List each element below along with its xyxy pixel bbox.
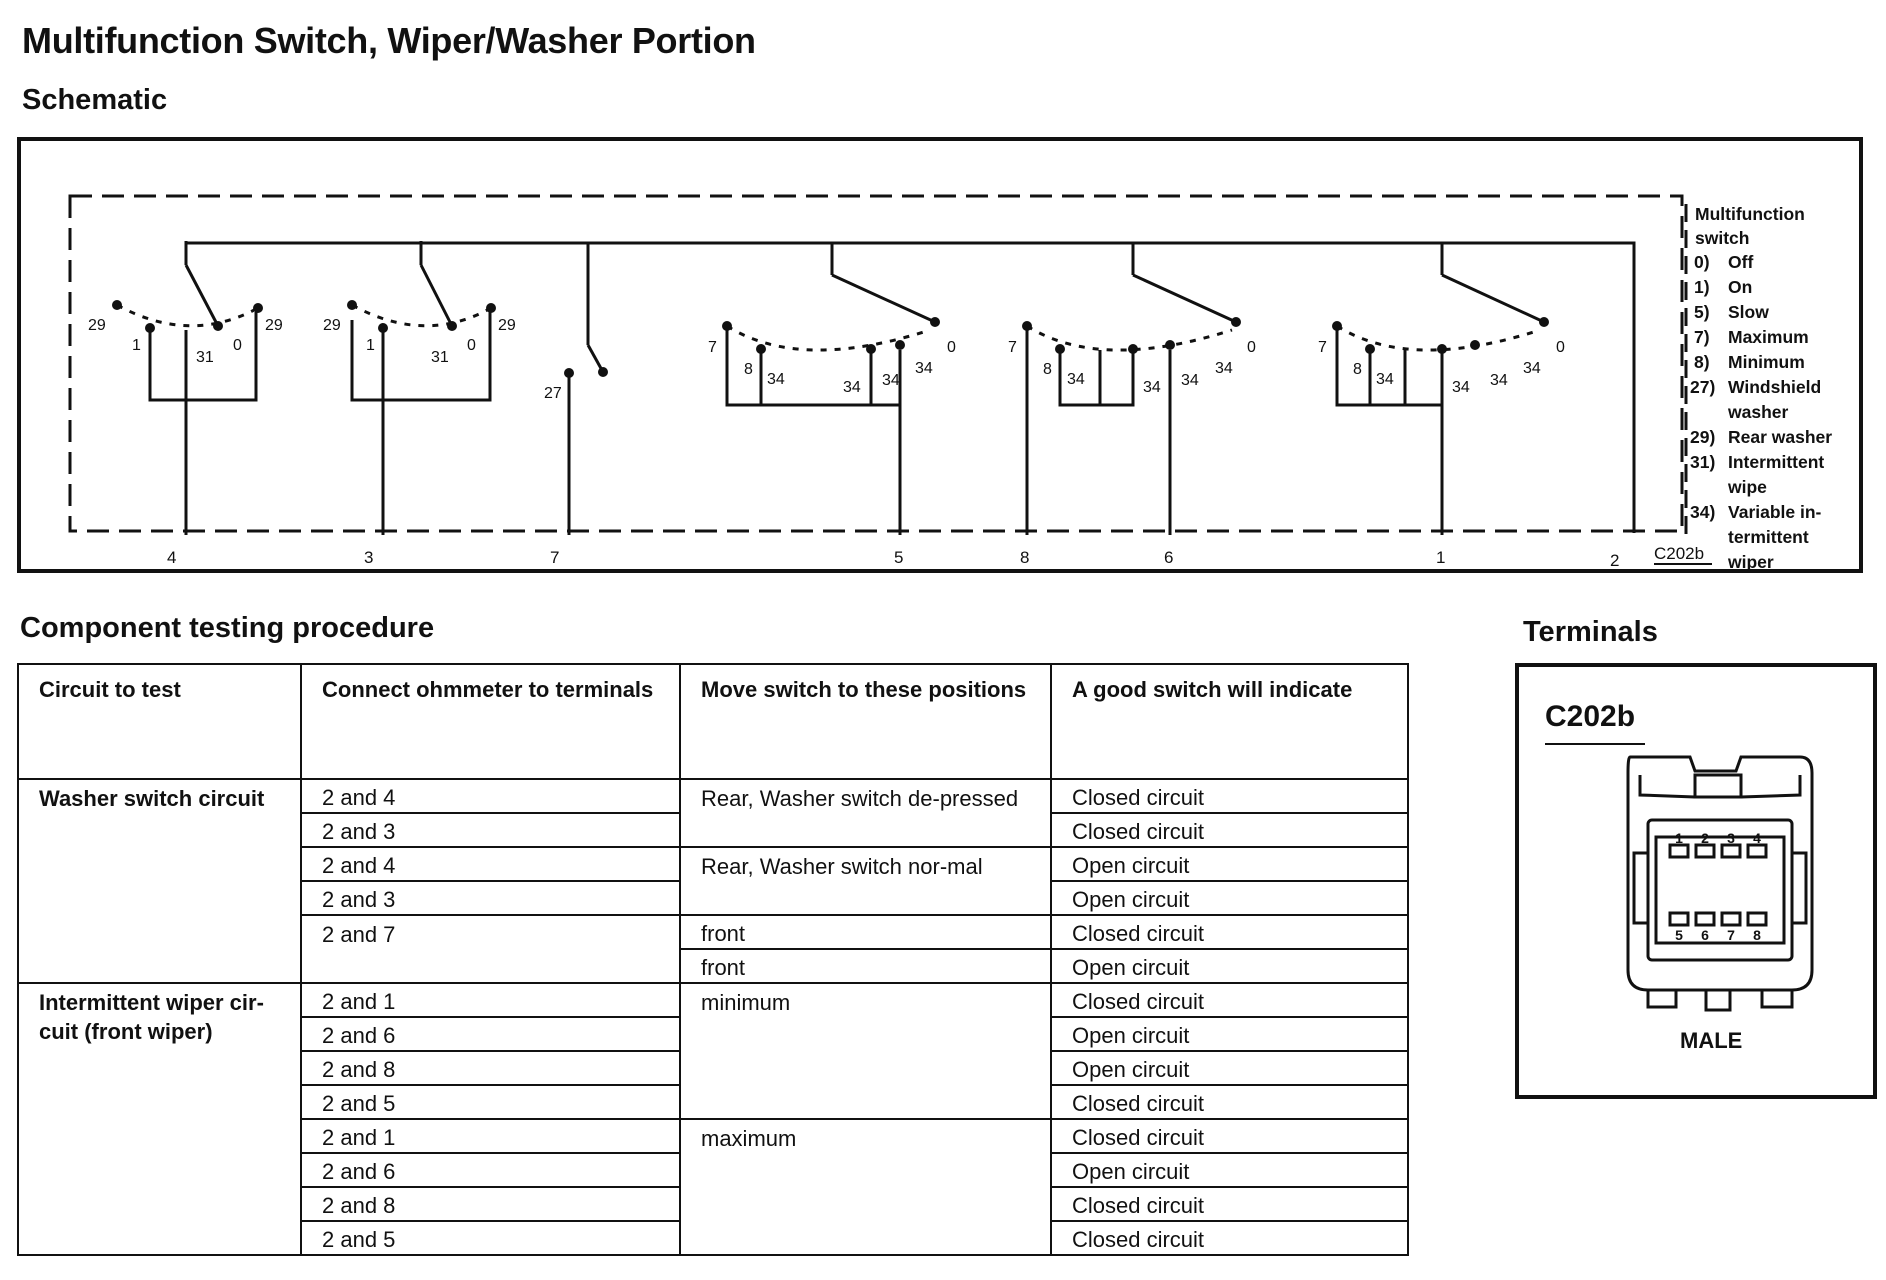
legend-text: Minimum [1728,352,1805,372]
terminal-pair: 2 and 1 [301,983,680,1017]
contact-label: 31 [196,349,214,366]
legend-text: wipe [1728,477,1767,497]
column-header: Move switch to these positions [680,664,1051,779]
expected-result: Closed circuit [1051,983,1408,1017]
contact-label: 8 [744,361,753,378]
variable-group-1 [727,275,935,535]
contact-label: 34 [1067,371,1085,388]
legend-text: Windshield [1728,377,1822,397]
contact-label: 34 [1452,379,1470,396]
expected-result: Open circuit [1051,1153,1408,1187]
legend-text: Off [1728,252,1754,272]
connector-face-diagram [1600,745,1840,1025]
switch-position: maximum [680,1119,1051,1255]
contact-label: 27 [544,385,562,402]
legend-text: Maximum [1728,327,1809,347]
contact-label: 29 [265,317,283,334]
contact-label: 34 [1181,372,1199,389]
expected-result: Closed circuit [1051,1085,1408,1119]
legend-num: 7) [1694,327,1710,347]
terminals-heading: Terminals [1523,616,1658,648]
expected-result: Open circuit [1051,881,1408,915]
pin-number: 1 [1436,548,1446,567]
legend-num: 27) [1690,377,1716,397]
pin-number: 4 [167,548,177,567]
contact-label: 29 [498,317,516,334]
terminal-pair: 2 and 1 [301,1119,680,1153]
legend-num: 5) [1694,302,1710,322]
switch-group-2 [352,265,491,535]
terminal-pair: 2 and 5 [301,1085,680,1119]
cavity-number: 5 [1675,927,1683,943]
contact-label: 31 [431,349,449,366]
contact-label: 34 [1523,360,1541,377]
legend-text: wiper [1728,552,1774,572]
terminal-pair: 2 and 4 [301,847,680,881]
switch-position: minimum [680,983,1051,1119]
switch-position: front [680,915,1051,949]
contact-label: 7 [1318,339,1327,356]
schematic-heading: Schematic [22,84,168,116]
table-header-row [18,664,1408,779]
contact-label: 0 [233,337,242,354]
legend-text: On [1728,277,1753,297]
legend-num: 1) [1694,277,1710,297]
cavity-number: 1 [1675,830,1683,846]
expected-result: Closed circuit [1051,1187,1408,1221]
pin-number: 6 [1164,548,1174,567]
contact-label: 34 [843,379,861,396]
expected-result: Closed circuit [1051,915,1408,949]
switch-enclosure [70,196,1682,531]
cavity-number: 8 [1753,927,1761,943]
cavity-number: 2 [1701,830,1709,846]
common-bus [186,241,1634,533]
pin-number: 5 [894,548,904,567]
terminal-pair: 2 and 3 [301,813,680,847]
page-title: Multifunction Switch, Wiper/Washer Portion [22,20,756,61]
schematic-diagram [0,0,1886,600]
connector-name: C202b [1545,700,1636,733]
circuit-name: Intermittent wiper cir-cuit (front wiper) [18,983,301,1255]
terminal-pair: 2 and 8 [301,1187,680,1221]
legend-num: 29) [1690,427,1716,447]
pin-number: 8 [1020,548,1030,567]
contact-label: 34 [882,372,900,389]
contact-label: 1 [132,337,141,354]
legend-text: Intermittent [1728,452,1825,472]
contact-label: 8 [1043,361,1052,378]
contact-label: 34 [1490,372,1508,389]
procedure-table [17,663,1409,1256]
contact-label: 7 [708,339,717,356]
expected-result: Open circuit [1051,1051,1408,1085]
connector-label: C202b [1654,544,1705,563]
cavity-number: 6 [1701,927,1709,943]
procedure-heading: Component testing procedure [20,612,435,644]
expected-result: Open circuit [1051,1017,1408,1051]
terminal-pair: 2 and 3 [301,881,680,915]
contact-label: 29 [323,317,341,334]
pin-number: 7 [550,548,560,567]
switch-position: Rear, Washer switch nor-mal [680,847,1051,915]
contact-label: 34 [1143,379,1161,396]
contact-label: 0 [467,337,476,354]
switch-position: front [680,949,1051,983]
terminal-pair: 2 and 8 [301,1051,680,1085]
contact-label: 34 [1376,371,1394,388]
legend-text: Slow [1728,302,1769,322]
terminal-pair: 2 and 6 [301,1017,680,1051]
legend-num: 8) [1694,352,1710,372]
legend-text: washer [1728,402,1789,422]
variable-group-3 [1337,275,1544,535]
switch-position: Rear, Washer switch de-pressed [680,779,1051,847]
cavity-number: 4 [1753,830,1761,846]
expected-result: Closed circuit [1051,1221,1408,1255]
contact-label: 8 [1353,361,1362,378]
column-header: Circuit to test [18,664,301,779]
contact-label: 34 [915,360,933,377]
schematic-legend [1690,204,1832,572]
expected-result: Closed circuit [1051,779,1408,813]
contact-label: 34 [767,371,785,388]
column-header: Connect ohmmeter to terminals [301,664,680,779]
contact-label: 1 [366,337,375,354]
contact-label: 7 [1008,339,1017,356]
terminal-pair: 2 and 5 [301,1221,680,1255]
expected-result: Closed circuit [1051,1119,1408,1153]
expected-result: Open circuit [1051,949,1408,983]
legend-num: 31) [1690,452,1716,472]
legend-text: Rear washer [1728,427,1833,447]
variable-group-2 [1027,275,1236,535]
legend-title: switch [1695,228,1750,248]
table-row [18,983,1408,1017]
contact-label: 0 [1247,339,1256,356]
legend-text: Variable in- [1728,502,1822,522]
expected-result: Closed circuit [1051,813,1408,847]
legend-text: termittent [1728,527,1809,547]
column-header: A good switch will indicate [1051,664,1408,779]
terminal-pair: 2 and 7 [301,915,680,983]
connector-gender: MALE [1680,1028,1743,1053]
pin-number: 2 [1610,551,1620,570]
washer-switch [569,345,603,535]
switch-group-1 [117,265,258,535]
terminal-pair: 2 and 4 [301,779,680,813]
legend-num: 0) [1694,252,1710,272]
cavity-number: 3 [1727,830,1735,846]
cavity-number: 7 [1727,927,1735,943]
contact-label: 0 [947,339,956,356]
pin-number: 3 [364,548,374,567]
legend-num: 34) [1690,502,1716,522]
contact-label: 29 [88,317,106,334]
terminal-pair: 2 and 6 [301,1153,680,1187]
table-row [18,779,1408,813]
contact-label: 34 [1215,360,1233,377]
expected-result: Open circuit [1051,847,1408,881]
contact-label: 0 [1556,339,1565,356]
legend-title: Multifunction [1695,204,1805,224]
circuit-name: Washer switch circuit [18,779,301,983]
